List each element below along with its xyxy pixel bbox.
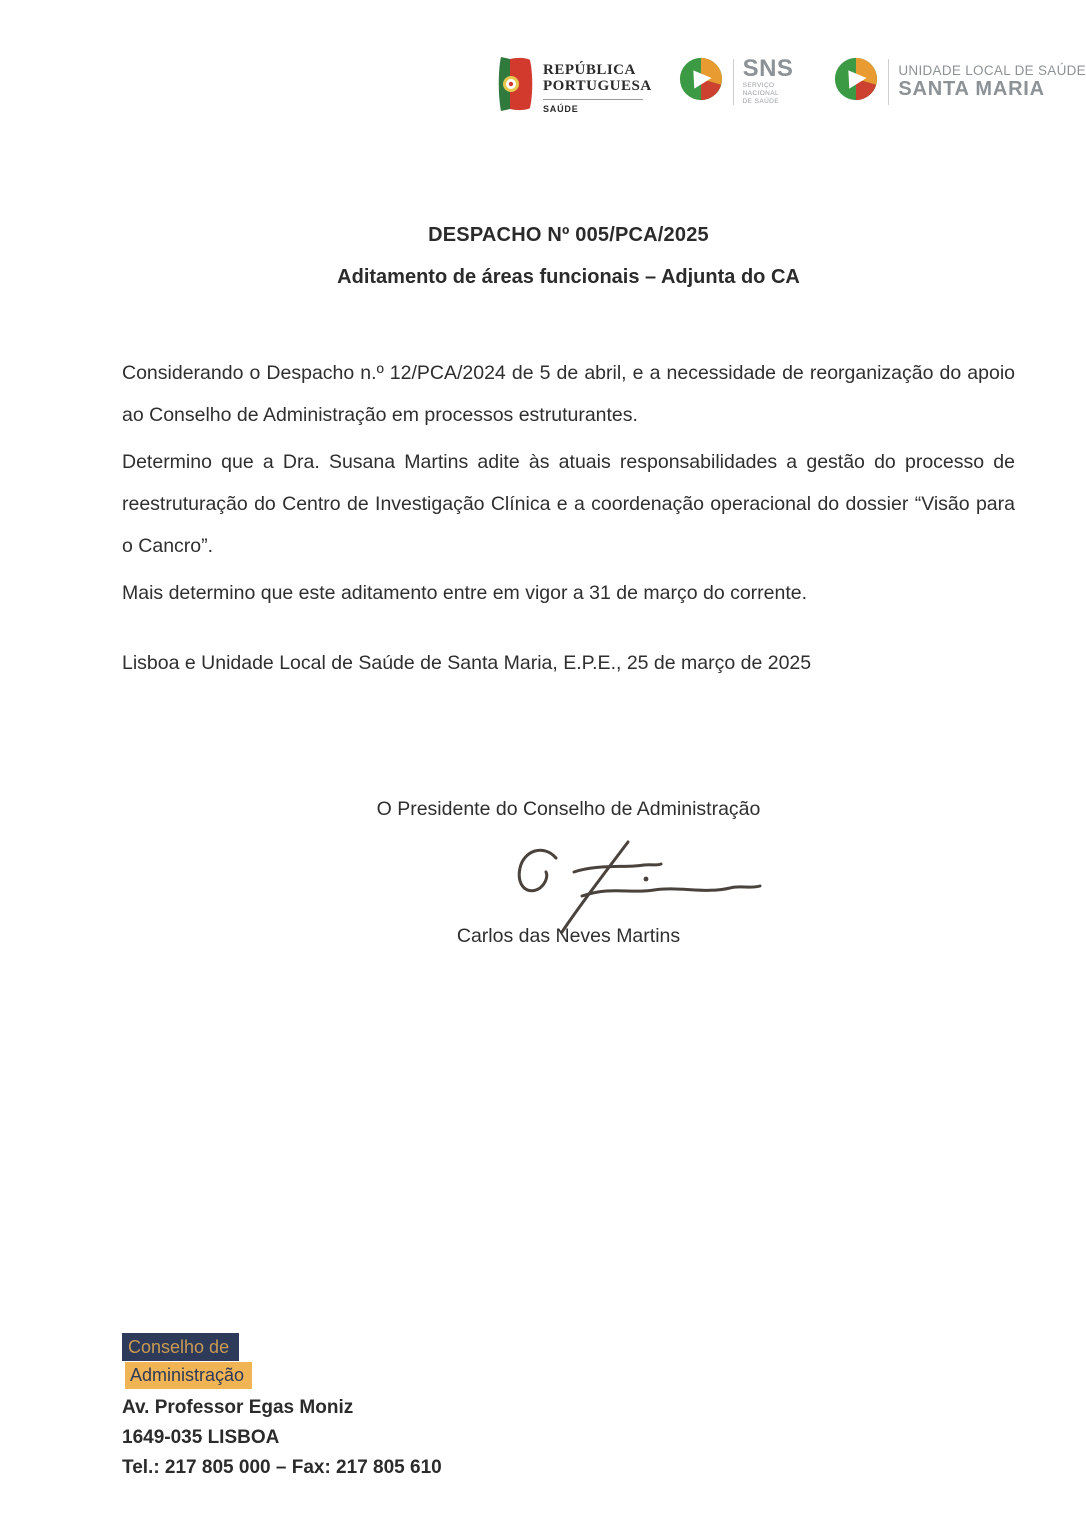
document-title: DESPACHO Nº 005/PCA/2025 — [428, 224, 709, 246]
body-text — [122, 352, 1015, 619]
logo-uls-santa-maria — [833, 56, 1086, 107]
uls-divider-line — [888, 59, 889, 105]
title-block — [122, 224, 1015, 289]
sns-title-label: SNS — [742, 54, 794, 82]
footer-dept-line1: Conselho de — [122, 1333, 239, 1361]
republica-name-line2: PORTUGUESA — [543, 78, 652, 94]
document-subtitle: Aditamento de áreas funcionais – Adjunta do CA — [337, 266, 800, 288]
footer-address-city: 1649-035 LISBOA — [122, 1427, 280, 1448]
sns-text — [742, 54, 808, 106]
header-logos — [497, 56, 1086, 117]
signature-role: O Presidente do Conselho de Administração — [376, 798, 761, 820]
uls-text — [898, 63, 1086, 100]
sns-sub-label: SERVIÇO NACIONAL DE SAÚDE — [742, 81, 780, 105]
uls-name-line1: UNIDADE LOCAL DE SAÚDE — [898, 63, 1086, 78]
footer-phone-fax: Tel.: 217 805 000 – Fax: 217 805 610 — [122, 1457, 442, 1478]
signature-name: Carlos das Neves Martins — [456, 925, 681, 947]
footer-dept-line2: Administração — [125, 1362, 252, 1389]
republica-name-line1: REPÚBLICA — [543, 62, 636, 78]
uls-sphere-icon — [833, 56, 879, 107]
uls-name-line2: SANTA MARIA — [898, 78, 1045, 100]
footer — [122, 1333, 442, 1483]
logo-republica-portuguesa — [497, 56, 652, 117]
paragraph-considerando: Considerando o Despacho n.º 12/PCA/2024 de 5 de abril, e a necessidade de reorganização do apoio ao Conselho de Administração em processos estruturantes. — [122, 362, 1015, 426]
logo-sns — [678, 56, 808, 107]
footer-address-street: Av. Professor Egas Moniz — [122, 1397, 354, 1418]
republica-divider-rule — [543, 99, 643, 100]
dateline: Lisboa e Unidade Local de Saúde de Santa Maria, E.P.E., 25 de março de 2025 — [122, 652, 812, 674]
paragraph-vigor: Mais determino que este aditamento entre em vigor a 31 de março do corrente. — [122, 582, 808, 604]
sns-sphere-icon — [678, 56, 724, 107]
republica-sub-label: SAÚDE — [543, 104, 579, 114]
portugal-flag-icon — [497, 56, 533, 117]
republica-text — [543, 56, 652, 114]
sns-divider-line — [733, 59, 734, 105]
paragraph-determino: Determino que a Dra. Susana Martins adite às atuais responsabilidades a gestão do processo de reestruturação do Centro de Investigação Clínica e a coordenação operacional do dossier “Visão para o Cancro”. — [122, 451, 1015, 557]
